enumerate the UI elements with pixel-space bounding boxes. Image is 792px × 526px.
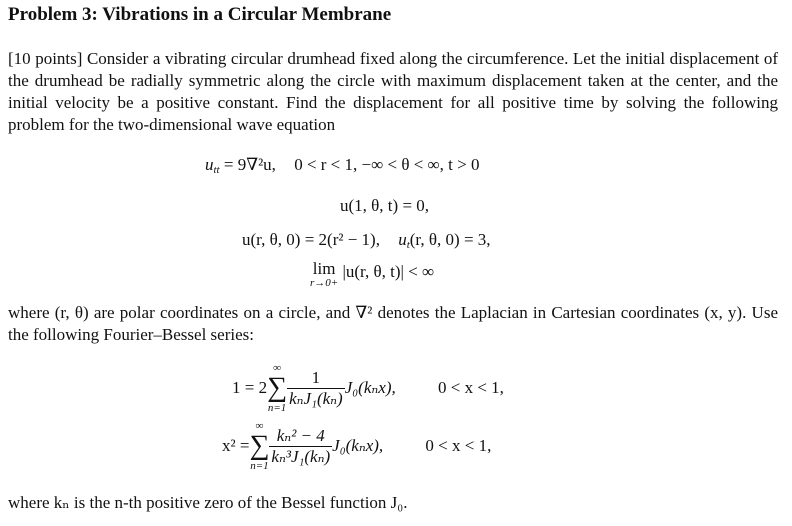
s2-lhs: x² = bbox=[222, 436, 250, 455]
sum-one-sigma: ∑ bbox=[267, 372, 288, 403]
sum-two-sigma: ∑ bbox=[249, 430, 270, 461]
boundedness-condition bbox=[310, 259, 435, 290]
s1-term: J₀(kₙx), bbox=[344, 378, 396, 397]
pde-lhs-sub: tt bbox=[213, 164, 220, 176]
lim-expression: |u(r, θ, t)| < ∞ bbox=[342, 262, 435, 281]
ic2-lhs: u bbox=[398, 230, 407, 249]
pde-equation bbox=[205, 155, 479, 176]
sum-one bbox=[267, 362, 287, 414]
problem-title: Problem 3: Vibrations in a Circular Membrane bbox=[8, 4, 392, 25]
ic2-sub: t bbox=[406, 239, 410, 251]
s1-numerator: 1 bbox=[287, 368, 345, 389]
s1-range: 0 < x < 1, bbox=[437, 378, 504, 397]
s1-fraction bbox=[287, 368, 345, 409]
s2-fraction bbox=[269, 426, 332, 467]
middle-paragraph: where (r, θ) are polar coordinates on a circle, and ∇² denotes the Laplacian in Cartesian coordinates (x, y). Use the following Fourier–Bessel series: bbox=[8, 303, 778, 344]
closing-paragraph: where kₙ is the n-th positive zero of the Bessel function J₀. bbox=[8, 493, 408, 512]
initial-conditions bbox=[242, 230, 491, 251]
sum-two-top: ∞ bbox=[255, 420, 264, 432]
initial-displacement: u(r, θ, 0) = 2(r² − 1), bbox=[242, 230, 380, 249]
s1-lhs: 1 = 2 bbox=[232, 378, 268, 397]
lim-text: lim bbox=[312, 259, 336, 278]
limit-operator bbox=[310, 259, 339, 290]
boundary-condition: u(1, θ, t) = 0, bbox=[340, 196, 430, 215]
s2-numerator: kₙ² − 4 bbox=[269, 426, 332, 447]
s2-denominator: kₙ³J₁(kₙ) bbox=[271, 446, 331, 466]
pde-rhs: = 9∇²u, bbox=[223, 155, 276, 174]
s2-range: 0 < x < 1, bbox=[425, 436, 492, 455]
series-one bbox=[232, 362, 504, 414]
s2-term: J₀(kₙx), bbox=[332, 436, 384, 455]
initial-velocity: (r, θ, 0) = 3, bbox=[409, 230, 491, 249]
sum-one-top: ∞ bbox=[273, 362, 281, 374]
pde-domain: 0 < r < 1, −∞ < θ < ∞, t > 0 bbox=[294, 155, 480, 174]
intro-paragraph: [10 points] Consider a vibrating circular drumhead fixed along the circumference. Let the initial displacement of the drumhead be radially symmetric along the circle with maximum displacement taken at the center, and the initial velocity be a positive constant. Find the displacement for all positive time by solving the following problem for the two-dimensional wave equation bbox=[8, 49, 778, 134]
sum-two-bottom: n=1 bbox=[250, 460, 269, 472]
sum-one-bottom: n=1 bbox=[267, 402, 287, 414]
s1-denominator: kₙJ₁(kₙ) bbox=[289, 388, 343, 408]
series-two bbox=[222, 420, 491, 472]
sum-two bbox=[249, 420, 269, 472]
lim-under: r→0+ bbox=[310, 277, 339, 289]
pde-lhs: u bbox=[205, 155, 214, 174]
